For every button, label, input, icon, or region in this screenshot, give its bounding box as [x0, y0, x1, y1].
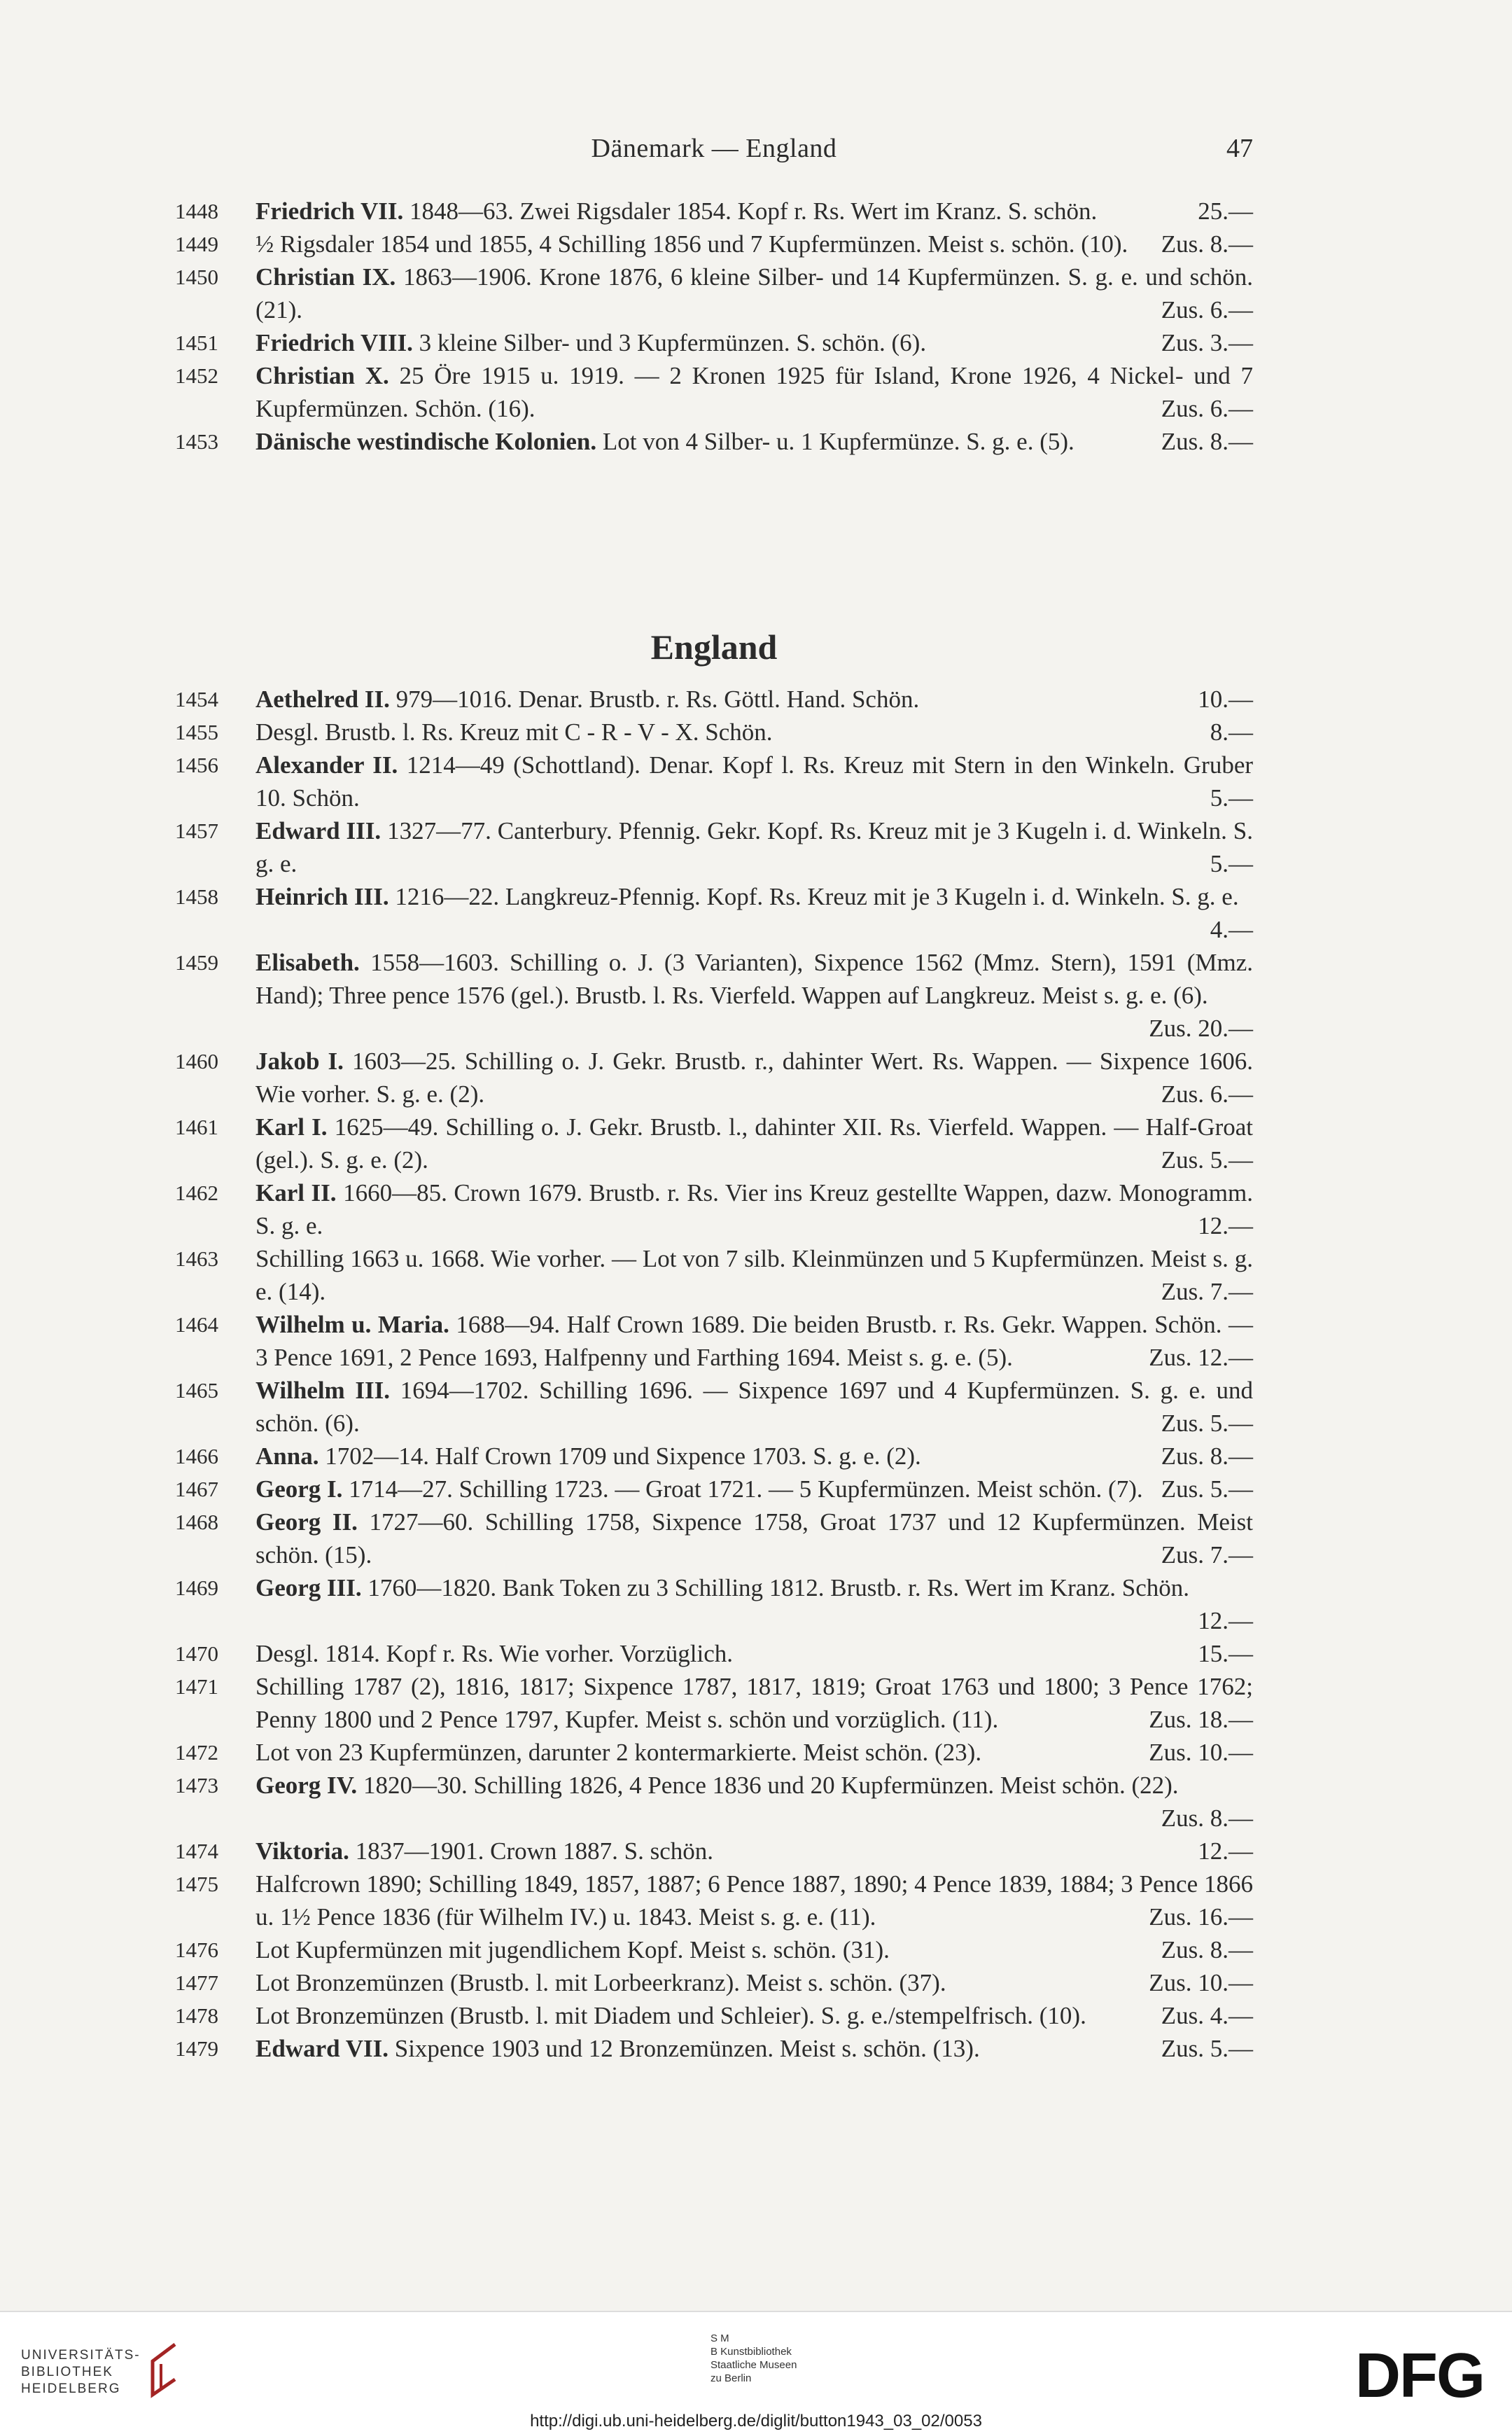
ub-heidelberg-logo[interactable]: UNIVERSITÄTS- BIBLIOTHEK HEIDELBERG	[21, 2348, 141, 2396]
ruler-name: Jakob I.	[255, 1048, 344, 1075]
ruler-name: Anna.	[255, 1442, 319, 1470]
lot-description	[255, 1308, 1253, 1374]
lot-description	[255, 1769, 1253, 1835]
ruler-name: Wilhelm III.	[255, 1377, 390, 1404]
lot-entry	[175, 1176, 1253, 1242]
lot-list-england	[175, 683, 1253, 2065]
lot-price: Zus. 6.—	[1161, 395, 1253, 422]
lot-entry	[175, 1769, 1253, 1835]
ruler-name: Georg III.	[255, 1574, 362, 1601]
ruler-name: Christian X.	[255, 362, 389, 389]
lot-text: Lot Bronzemünzen (Brustb. l. mit Lorbeerkranz). Meist s. schön. (37).	[255, 1969, 946, 1996]
lot-price: Zus. 7.—	[1161, 1541, 1253, 1569]
lot-number: 1455	[175, 720, 218, 744]
lot-text: 1660—85. Crown 1679. Brustb. r. Rs. Vier ins Kreuz gestellte Wappen, dazw. Monogramm. S. g. e.	[255, 1179, 1253, 1239]
lot-price: Zus. 5.—	[1161, 2035, 1253, 2062]
ruler-name: Viktoria.	[255, 1837, 349, 1865]
lot-entry	[175, 749, 1253, 814]
lot-description	[255, 326, 1253, 359]
lot-text: Desgl. 1814. Kopf r. Rs. Wie vorher. Vorzüglich.	[255, 1640, 734, 1667]
lot-price: Zus. 8.—	[1161, 1442, 1253, 1470]
lot-entry	[175, 1308, 1253, 1374]
lot-number: 1477	[175, 1970, 218, 1995]
lot-entry	[175, 1111, 1253, 1176]
lot-text: Schilling 1663 u. 1668. Wie vorher. — Lot von 7 silb. Kleinmünzen und 5 Kupfermünzen. Meist s. g. e. (14).	[255, 1245, 1253, 1305]
lot-description	[255, 1374, 1253, 1440]
lot-entry	[175, 1933, 1253, 1966]
lot-text: 1603—25. Schilling o. J. Gekr. Brustb. r., dahinter Wert. Rs. Wappen. — Sixpence 1606. Wie vorher. S. g. e. (2).	[255, 1048, 1253, 1108]
lot-description	[255, 716, 1253, 749]
lot-entry	[175, 260, 1253, 326]
lot-entry	[175, 716, 1253, 749]
lot-price: 15.—	[1198, 1640, 1253, 1667]
viewer-footer	[0, 2311, 1512, 2434]
lot-number: 1450	[175, 265, 218, 289]
lot-price: Zus. 5.—	[1161, 1475, 1253, 1503]
lot-price: Zus. 3.—	[1161, 329, 1253, 356]
lot-text: 1848—63. Zwei Rigsdaler 1854. Kopf r. Rs. Wert im Kranz. S. schön.	[410, 197, 1098, 225]
lot-price: Zus. 10.—	[1149, 1969, 1253, 1996]
lot-description	[255, 1933, 1253, 1966]
lot-entry	[175, 195, 1253, 228]
lot-entry	[175, 1736, 1253, 1769]
lot-number: 1456	[175, 753, 218, 777]
lot-number: 1469	[175, 1576, 218, 1600]
lot-entry	[175, 683, 1253, 716]
ruler-name: Friedrich VIII.	[255, 329, 413, 356]
lot-number: 1467	[175, 1477, 218, 1501]
lot-text: 1760—1820. Bank Token zu 3 Schilling 1812. Brustb. r. Rs. Wert im Kranz. Schön.	[368, 1574, 1190, 1601]
lot-price: Zus. 8.—	[1161, 1936, 1253, 1963]
lot-text: ½ Rigsdaler 1854 und 1855, 4 Schilling 1856 und 7 Kupfermünzen. Meist s. schön. (10).	[255, 230, 1128, 258]
lot-text: 1327—77. Canterbury. Pfennig. Gekr. Kopf. Rs. Kreuz mit je 3 Kugeln i. d. Winkeln. S. g. e.	[255, 817, 1253, 877]
lot-entry	[175, 1505, 1253, 1571]
lot-price: 5.—	[1210, 784, 1253, 812]
lot-entry	[175, 228, 1253, 260]
lot-text: Lot Bronzemünzen (Brustb. l. mit Diadem und Schleier). S. g. e./stempelfrisch. (10).	[255, 2002, 1086, 2029]
lot-text: Lot Kupfermünzen mit jugendlichem Kopf. Meist s. schön. (31).	[255, 1936, 890, 1963]
lot-text: Lot von 23 Kupfermünzen, darunter 2 kontermarkierte. Meist schön. (23).	[255, 1739, 982, 1766]
lot-description	[255, 1242, 1253, 1308]
lot-price: 8.—	[1210, 718, 1253, 746]
lot-entry	[175, 359, 1253, 425]
lot-entry	[175, 1835, 1253, 1868]
lot-number: 1454	[175, 687, 218, 711]
lot-entry	[175, 326, 1253, 359]
lot-description	[255, 1999, 1253, 2032]
lot-number: 1475	[175, 1872, 218, 1896]
lot-number: 1448	[175, 199, 218, 223]
ruler-name: Edward VII.	[255, 2035, 388, 2062]
lot-number: 1473	[175, 1773, 218, 1797]
ruler-name: Christian IX.	[255, 263, 396, 291]
lot-entry	[175, 1045, 1253, 1111]
lot-price: Zus. 4.—	[1161, 2002, 1253, 2029]
lot-text: 1820—30. Schilling 1826, 4 Pence 1836 und 20 Kupfermünzen. Meist schön. (22).	[363, 1772, 1179, 1799]
lot-price: 12.—	[1198, 1837, 1253, 1865]
lot-description	[255, 1571, 1253, 1637]
lot-entry	[175, 1440, 1253, 1473]
lot-price: 4.—	[1210, 916, 1253, 943]
ruler-name: Georg IV.	[255, 1772, 358, 1799]
lot-text: 3 kleine Silber- und 3 Kupfermünzen. S. schön. (6).	[419, 329, 927, 356]
ruler-name: Wilhelm u. Maria.	[255, 1311, 449, 1338]
lot-description	[255, 1637, 1253, 1670]
lot-number: 1470	[175, 1641, 218, 1666]
lot-description	[255, 1868, 1253, 1933]
lot-number: 1468	[175, 1510, 218, 1534]
lot-description	[255, 683, 1253, 716]
lot-number: 1452	[175, 363, 218, 388]
lot-entry	[175, 1868, 1253, 1933]
lot-text: 1727—60. Schilling 1758, Sixpence 1758, Groat 1737 und 12 Kupfermünzen. Meist schön. (15).	[255, 1508, 1253, 1569]
lot-text: 1558—1603. Schilling o. J. (3 Varianten), Sixpence 1562 (Mmz. Stern), 1591 (Mmz. Hand); Three pence 1576 (gel.). Brustb. l. Rs. Vierfeld. Wappen auf Langkreuz. Meist s. g. e. (6).	[255, 949, 1254, 1009]
lot-number: 1449	[175, 232, 218, 256]
lot-text: 1714—27. Schilling 1723. — Groat 1721. — 5 Kupfermünzen. Meist schön. (7).	[349, 1475, 1143, 1503]
lot-description	[255, 425, 1253, 458]
lot-entry	[175, 1670, 1253, 1736]
lot-description	[255, 1045, 1253, 1111]
lot-number: 1478	[175, 2003, 218, 2028]
lot-price: Zus. 8.—	[1161, 428, 1253, 455]
lot-number: 1479	[175, 2036, 218, 2061]
lot-text: 1214—49 (Schottland). Denar. Kopf l. Rs. Kreuz mit Stern in den Winkeln. Gruber 10. Schön.	[255, 751, 1254, 812]
lot-price: 12.—	[1198, 1607, 1253, 1634]
lot-price: 10.—	[1198, 686, 1253, 713]
ruler-name: Dänische westindische Kolonien.	[255, 428, 597, 455]
lot-text: 1688—94. Half Crown 1689. Die beiden Brustb. r. Rs. Gekr. Wappen. Schön. — 3 Pence 1691, 2 Pence 1693, Halfpenny und Farthing 1694. Meist s. g. e. (5).	[255, 1311, 1253, 1371]
lot-description	[255, 228, 1253, 260]
lot-text: 979—1016. Denar. Brustb. r. Rs. Göttl. Hand. Schön.	[396, 686, 920, 713]
lot-price: Zus. 5.—	[1161, 1146, 1253, 1174]
lot-description	[255, 2032, 1253, 2065]
ruler-name: Georg I.	[255, 1475, 343, 1503]
lot-number: 1466	[175, 1444, 218, 1468]
lot-description	[255, 1176, 1253, 1242]
lot-text: 1702—14. Half Crown 1709 und Sixpence 1703. S. g. e. (2).	[325, 1442, 921, 1470]
lot-number: 1465	[175, 1378, 218, 1403]
ub-heidelberg-mark-icon	[140, 2340, 182, 2399]
lot-text: 25 Öre 1915 u. 1919. — 2 Kronen 1925 für Island, Krone 1926, 4 Nickel- und 7 Kupfermünzen. Schön. (16).	[255, 362, 1253, 422]
section-heading: England	[650, 627, 778, 667]
lot-description	[255, 1835, 1253, 1868]
lot-description	[255, 1670, 1253, 1736]
lot-price: Zus. 5.—	[1161, 1410, 1253, 1437]
lot-price: Zus. 8.—	[1161, 230, 1253, 258]
lot-number: 1462	[175, 1181, 218, 1205]
lot-price: Zus. 6.—	[1161, 296, 1253, 324]
lot-entry	[175, 1999, 1253, 2032]
lot-text: Lot von 4 Silber- u. 1 Kupfermünze. S. g. e. (5).	[602, 428, 1074, 455]
lot-price: 25.—	[1198, 197, 1253, 225]
lot-entry	[175, 814, 1253, 880]
lot-text: 1625—49. Schilling o. J. Gekr. Brustb. l., dahinter XII. Rs. Vierfeld. Wappen. — Half-Groat (gel.). S. g. e. (2).	[255, 1113, 1254, 1174]
lot-price: Zus. 7.—	[1161, 1278, 1253, 1305]
running-head	[175, 133, 1253, 168]
ruler-name: Elisabeth.	[255, 949, 360, 976]
lot-number: 1464	[175, 1312, 218, 1337]
lot-entry	[175, 1374, 1253, 1440]
permalink-url[interactable]: http://digi.ub.uni-heidelberg.de/diglit/button1943_03_02/0053	[530, 2412, 982, 2430]
lot-list-denmark	[175, 195, 1253, 458]
lot-entry	[175, 1637, 1253, 1670]
lot-text: 1837—1901. Crown 1887. S. schön.	[355, 1837, 713, 1865]
ruler-name: Georg II.	[255, 1508, 358, 1536]
lot-number: 1460	[175, 1049, 218, 1073]
lot-description	[255, 359, 1253, 425]
lot-entry	[175, 880, 1253, 946]
lot-price: Zus. 10.—	[1149, 1739, 1253, 1766]
lot-number: 1472	[175, 1740, 218, 1765]
ruler-name: Aethelred II.	[255, 686, 390, 713]
lot-text: 1694—1702. Schilling 1696. — Sixpence 1697 und 4 Kupfermünzen. S. g. e. und schön. (6).	[255, 1377, 1254, 1437]
page-number: 47	[1226, 134, 1253, 163]
lot-entry	[175, 1473, 1253, 1505]
lot-price: Zus. 6.—	[1161, 1080, 1253, 1108]
lot-number: 1457	[175, 819, 218, 843]
lot-text: 1216—22. Langkreuz-Pfennig. Kopf. Rs. Kreuz mit je 3 Kugeln i. d. Winkeln. S. g. e.	[395, 883, 1239, 910]
running-head-title: Dänemark — England	[591, 134, 837, 163]
lot-description	[255, 195, 1253, 228]
lot-price: 5.—	[1210, 850, 1253, 877]
lot-entry	[175, 2032, 1253, 2065]
lot-number: 1463	[175, 1246, 218, 1271]
ruler-name: Heinrich III.	[255, 883, 389, 910]
lot-number: 1453	[175, 429, 218, 454]
lot-description	[255, 1111, 1253, 1176]
lot-description	[255, 1736, 1253, 1769]
lot-description	[255, 880, 1253, 946]
ruler-name: Friedrich VII.	[255, 197, 404, 225]
lot-description	[255, 1505, 1253, 1571]
lot-text: Schilling 1787 (2), 1816, 1817; Sixpence 1787, 1817, 1819; Groat 1763 und 1800; 3 Pence 1762; Penny 1800 und 2 Pence 1797, Kupfer. Meist s. schön und vorzüglich. (11).	[255, 1673, 1253, 1733]
ruler-name: Edward III.	[255, 817, 382, 844]
lot-text: Halfcrown 1890; Schilling 1849, 1857, 1887; 6 Pence 1887, 1890; 4 Pence 1839, 1884; 3 Pence 1866 u. 1½ Pence 1836 (für Wilhelm IV.) u. 1843. Meist s. g. e. (11).	[255, 1870, 1253, 1931]
lot-price: Zus. 18.—	[1149, 1706, 1253, 1733]
lot-description	[255, 1966, 1253, 1999]
smb-kunstbibliothek-logo[interactable]: S M B Kunstbibliothek Staatliche Museen zu Berlin	[710, 2332, 797, 2384]
ruler-name: Karl I.	[255, 1113, 328, 1141]
lot-number: 1461	[175, 1115, 218, 1139]
lot-number: 1476	[175, 1938, 218, 1962]
lot-number: 1459	[175, 950, 218, 975]
lot-description	[255, 814, 1253, 880]
dfg-logo[interactable]: DFG	[1355, 2341, 1484, 2411]
lot-number: 1458	[175, 884, 218, 909]
lot-description	[255, 1473, 1253, 1505]
ruler-name: Karl II.	[255, 1179, 337, 1206]
lot-number: 1471	[175, 1674, 218, 1699]
lot-entry	[175, 1242, 1253, 1308]
lot-description	[255, 749, 1253, 814]
lot-entry	[175, 1571, 1253, 1637]
lot-entry	[175, 425, 1253, 458]
lot-price: Zus. 16.—	[1149, 1903, 1253, 1931]
lot-number: 1451	[175, 331, 218, 355]
lot-description	[255, 946, 1253, 1045]
lot-price: 12.—	[1198, 1212, 1253, 1239]
lot-text: Desgl. Brustb. l. Rs. Kreuz mit C - R - V - X. Schön.	[255, 718, 773, 746]
lot-entry	[175, 946, 1253, 1045]
lot-number: 1474	[175, 1839, 218, 1863]
lot-description	[255, 1440, 1253, 1473]
lot-text: Sixpence 1903 und 12 Bronzemünzen. Meist s. schön. (13).	[394, 2035, 980, 2062]
lot-price: Zus. 20.—	[1149, 1015, 1253, 1042]
lot-price: Zus. 12.—	[1149, 1344, 1253, 1371]
lot-text: 1863—1906. Krone 1876, 6 kleine Silber- und 14 Kupfermünzen. S. g. e. und schön. (21).	[255, 263, 1253, 324]
ruler-name: Alexander II.	[255, 751, 398, 779]
lot-description	[255, 260, 1253, 326]
lot-price: Zus. 8.—	[1161, 1804, 1253, 1832]
lot-entry	[175, 1966, 1253, 1999]
